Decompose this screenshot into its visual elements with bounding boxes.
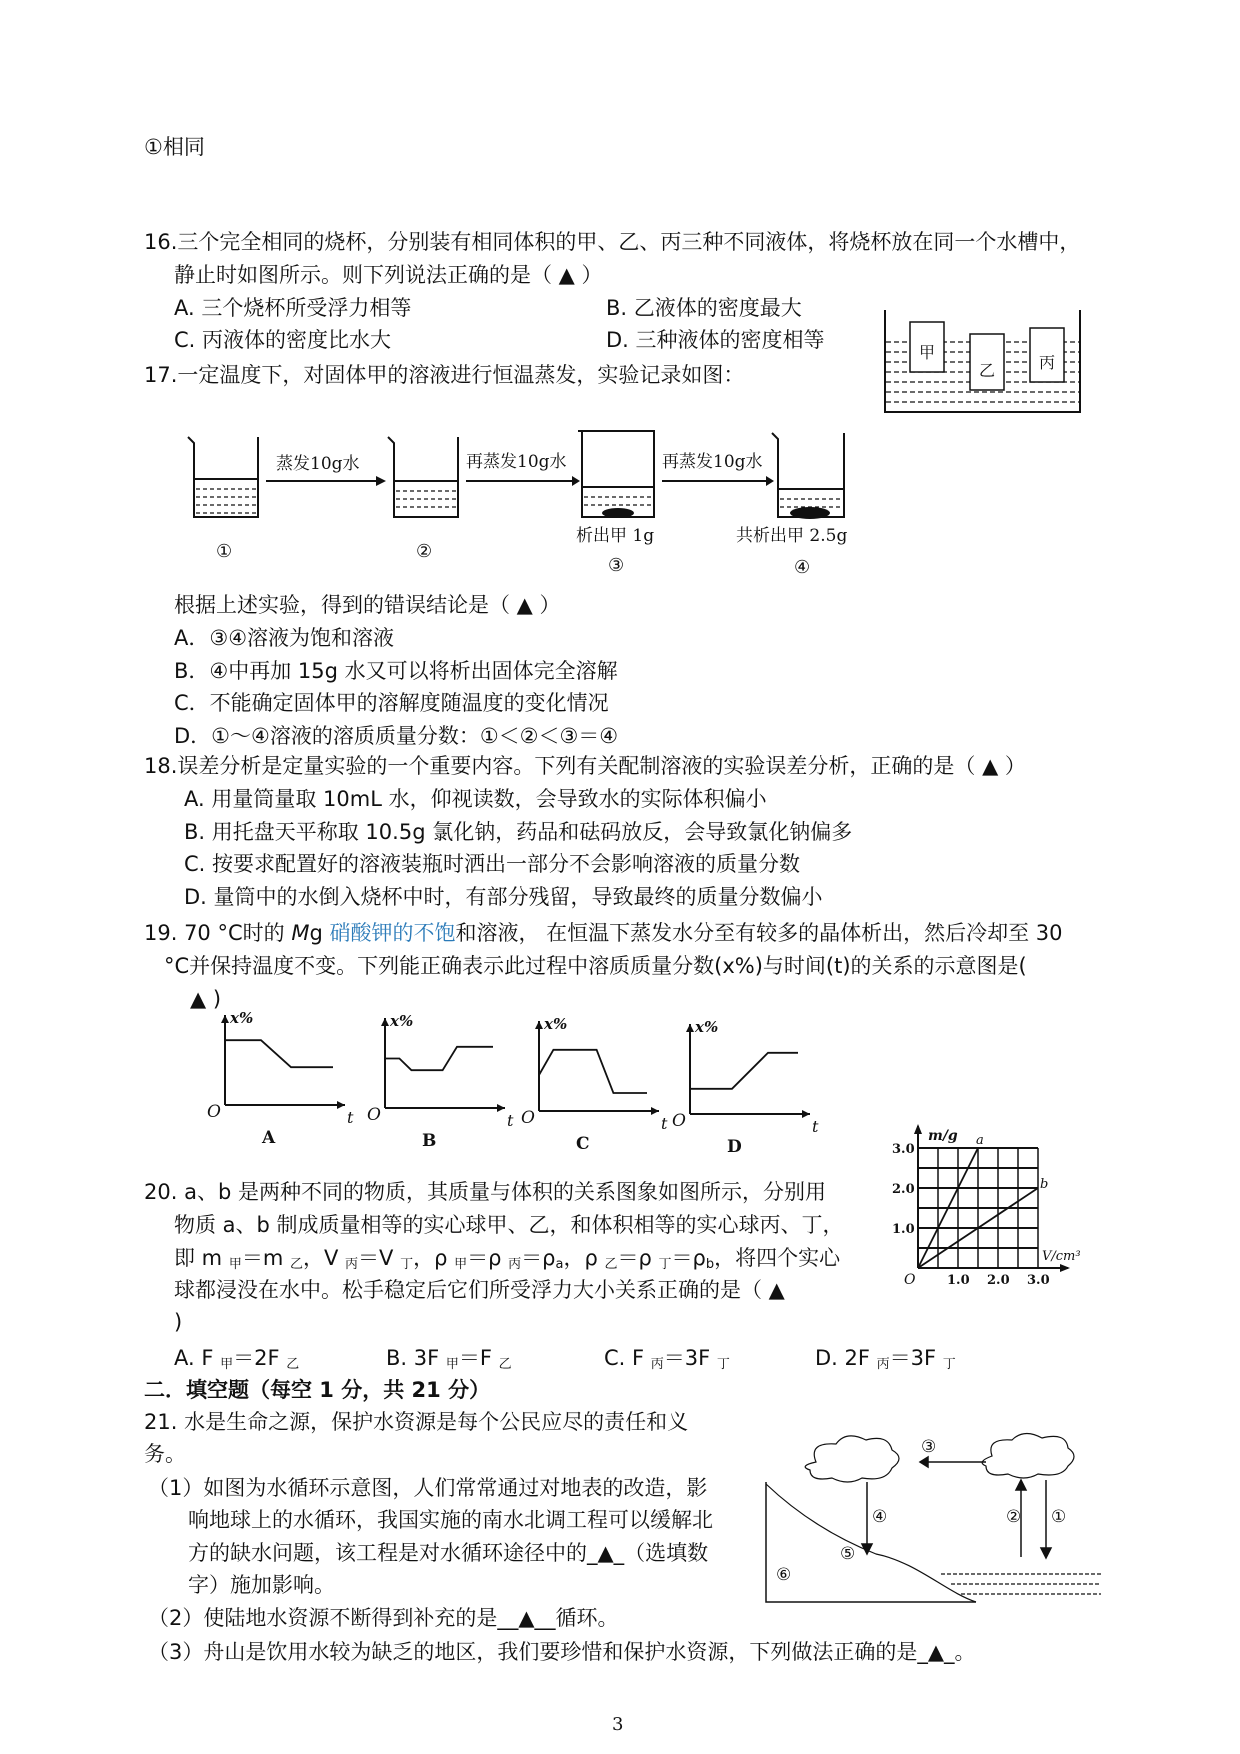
q21-part1-3: 方的缺水问题，该工程是对水循环途径中的_▲_（选填数 [188, 1541, 709, 1565]
q19-stem [144, 918, 1063, 948]
text-segment: ＝2F [233, 1346, 287, 1370]
y-axis-arrow [221, 1015, 229, 1023]
beaker-number-1: ① [216, 541, 233, 562]
graph-C-curve [539, 1050, 647, 1093]
q20-option-d [815, 1343, 956, 1380]
x-axis-label: t [347, 1108, 354, 1127]
x-tick-label: 2.0 [987, 1273, 1010, 1288]
q16-beakers-figure [884, 308, 1084, 416]
beaker-label-jia: 甲 [919, 343, 936, 362]
q17-option-c: C．不能确定固体甲的溶解度随温度的变化情况 [174, 691, 609, 715]
q17-option-b: B．④中再加 15g 水又可以将析出固体完全溶解 [174, 659, 618, 683]
text-segment: ＝ρ [467, 1246, 509, 1270]
x-axis-label: t [507, 1111, 514, 1130]
precipitate-label-3: 析出甲 1g [576, 526, 655, 546]
q18-option-a: A. 用量筒量取 10mL 水，仰视读数，会导致水的实际体积偏小 [184, 787, 767, 811]
q19-text-cont: 和溶液， 在恒温下蒸发水分至有较多的晶体析出，然后冷却至 30 [455, 921, 1063, 945]
y-axis-label: m/g [928, 1128, 958, 1144]
origin-label: O [672, 1111, 686, 1131]
cycle-step-2: ② [1006, 1507, 1022, 1527]
subscript: 丁 [400, 1257, 414, 1272]
precipitate-2-5g [790, 507, 830, 519]
q18-stem: 18.误差分析是定量实验的一个重要内容。下列有关配制溶液的实验误差分析，正确的是（ ▲ ） [144, 754, 1026, 778]
q16-option-d: D. 三种液体的密度相等 [606, 328, 825, 352]
origin-label: O [367, 1105, 381, 1125]
graph-label-B: B [422, 1131, 437, 1151]
x-axis-arrow [1060, 1264, 1070, 1272]
q17-option-a: A．③④溶液为饱和溶液 [174, 626, 395, 650]
q17-stem: 17.一定温度下，对固体甲的溶液进行恒温蒸发，实验记录如图： [144, 363, 745, 387]
subscript: b [705, 1257, 715, 1272]
page-number: 3 [612, 1714, 624, 1735]
y-axis-arrow [381, 1018, 389, 1026]
text-segment: ＝ρ [521, 1246, 556, 1270]
text-segment: ＝3F [889, 1346, 943, 1370]
subscript: 丁 [658, 1257, 672, 1272]
cycle-step-4: ④ [872, 1507, 888, 1527]
q21-part1-4: 字）施加影响。 [188, 1573, 335, 1597]
q19-stem-cont: °C并保持温度不变。下列能正确表示此过程中溶质质量分数(x%)与时间(t)的关系的示意图是( [164, 954, 1027, 978]
text-segment: 即 m [174, 1246, 229, 1270]
origin-label: O [207, 1102, 221, 1122]
q21-part1: （1）如图为水循环示意图，人们常常通过对地表的改造，影 [148, 1476, 708, 1500]
subscript: 丁 [942, 1357, 956, 1372]
q21-part1-2: 响地球上的水循环，我国实施的南水北调工程可以缓解北 [188, 1508, 713, 1532]
subscript: 丙 [876, 1357, 890, 1372]
cycle-step-5: ⑤ [840, 1544, 856, 1564]
cycle-step-1: ① [1051, 1507, 1067, 1527]
x-axis-arrow [802, 1110, 810, 1118]
step-label-3: 再蒸发10g水 [662, 452, 763, 472]
q20-stem-4: 球都浸没在水中。松手稳定后它们所受浮力大小关系正确的是（ ▲ [174, 1278, 785, 1302]
q20-stem: 20. a、b 是两种不同的物质，其质量与体积的关系图象如图所示，分别用 [144, 1180, 826, 1204]
x-tick-label: 1.0 [947, 1273, 970, 1288]
q20-mass-volume-graph [888, 1128, 1103, 1296]
q19-text-unit: g [309, 921, 330, 945]
text-segment: ＝ρ [671, 1246, 706, 1270]
x-axis-arrow [337, 1101, 345, 1109]
subscript: 丙 [650, 1357, 664, 1372]
beaker-label-bing: 丙 [1039, 353, 1056, 372]
q17-question: 根据上述实验，得到的错误结论是（ ▲ ） [174, 593, 561, 617]
q16-option-c: C. 丙液体的密度比水大 [174, 328, 392, 352]
beaker-label-yi: 乙 [979, 361, 996, 380]
q16-option-b: B. 乙液体的密度最大 [606, 296, 802, 320]
q19-highlight-link[interactable]: 硝酸钾的不饱 [329, 921, 456, 945]
x-axis-label: t [661, 1114, 668, 1133]
q21-part2: （2）使陆地水资源不断得到补充的是__▲__循环。 [148, 1606, 619, 1630]
q18-option-d: D. 量筒中的水倒入烧杯中时，有部分残留，导致最终的质量分数偏小 [184, 885, 823, 909]
subscript: 甲 [228, 1257, 242, 1272]
q16-option-a: A. 三个烧杯所受浮力相等 [174, 296, 412, 320]
text-segment: ＝m [241, 1246, 290, 1270]
y-axis-label: x% [230, 1009, 254, 1027]
subscript: a [555, 1257, 564, 1272]
x-axis-arrow [651, 1107, 659, 1115]
q16-stem-cont: 静止时如图所示。则下列说法正确的是（ ▲ ） [174, 263, 603, 287]
graph-B-curve [385, 1047, 493, 1070]
subscript: 甲 [454, 1257, 468, 1272]
text-segment: ＝V [358, 1246, 401, 1270]
text-segment: ＝ρ [617, 1246, 659, 1270]
graph-label-A: A [262, 1128, 276, 1148]
y-tick-label: 2.0 [892, 1182, 915, 1197]
q20-option-c [604, 1343, 730, 1380]
text-segment: ，ρ [563, 1246, 605, 1270]
subscript: 甲 [220, 1357, 234, 1372]
cloud-right [982, 1433, 1074, 1478]
subscript: 乙 [604, 1257, 618, 1272]
y-axis-arrow [686, 1024, 694, 1032]
text-segment: C. F [604, 1346, 651, 1370]
q21-part3: （3）舟山是饮用水较为缺乏的地区，我们要珍惜和保护水资源，下列做法正确的是_▲_。 [148, 1640, 976, 1664]
q20-stem-2: 物质 a、b 制成质量相等的实心球甲、乙，和体积相等的实心球丙、丁， [174, 1213, 844, 1237]
y-axis-label: x% [544, 1015, 568, 1033]
graph-A-curve [225, 1040, 333, 1067]
text-segment: ＝3F [663, 1346, 717, 1370]
text-segment: ，ρ [413, 1246, 455, 1270]
q21-stem-2: 务。 [144, 1442, 186, 1466]
x-axis-label: V/cm³ [1042, 1249, 1081, 1264]
y-tick-label: 3.0 [892, 1142, 915, 1157]
q19-graphs [180, 1005, 860, 1165]
q18-option-b: B. 用托盘天平称取 10.5g 氯化钠，药品和砝码放反，会导致氯化钠偏多 [184, 820, 853, 844]
x-axis-arrow [497, 1104, 505, 1112]
subscript: 丙 [508, 1257, 522, 1272]
x-tick-label: 3.0 [1027, 1273, 1050, 1288]
text-segment: ，V [302, 1246, 346, 1270]
text-segment: ，将四个实心 [714, 1246, 841, 1270]
graph-D-curve [690, 1053, 798, 1089]
y-axis-arrow [914, 1124, 922, 1134]
q19-answer-mark: ▲ ) [190, 987, 222, 1011]
cycle-step-3: ③ [921, 1437, 937, 1457]
subscript: 丁 [716, 1357, 730, 1372]
y-axis-arrow [535, 1021, 543, 1029]
subscript: 乙 [289, 1257, 303, 1272]
line-a-label: a [976, 1133, 984, 1148]
text-segment: ＝F [458, 1346, 499, 1370]
x-axis-label: t [812, 1117, 819, 1136]
previous-answer-fragment: ①相同 [144, 135, 205, 159]
origin-label: O [521, 1108, 535, 1128]
q17-evaporation-figure [180, 425, 900, 585]
origin-label: O [904, 1272, 916, 1288]
cycle-step-6: ⑥ [776, 1565, 792, 1585]
subscript: 乙 [498, 1357, 512, 1372]
graph-label-C: C [576, 1134, 590, 1154]
text-segment: B. 3F [386, 1346, 446, 1370]
text-segment: A. F [174, 1346, 221, 1370]
cloud-left [805, 1436, 899, 1482]
line-b-label: b [1040, 1177, 1049, 1192]
q20-stem-5: ) [174, 1310, 183, 1334]
q19-text: 19. 70 °C时的 [144, 921, 292, 945]
precipitate-1g [602, 508, 634, 518]
water-cycle-figure [766, 1432, 1106, 1602]
y-axis-label: x% [390, 1012, 414, 1030]
step-label-1: 蒸发10g水 [276, 454, 360, 474]
q16-stem: 16.三个完全相同的烧杯，分别装有相同体积的甲、乙、丙三种不同液体，将烧杯放在同一个水槽中， [144, 230, 1081, 254]
beaker-number-3: ③ [608, 555, 625, 576]
y-axis-label: x% [695, 1018, 719, 1036]
text-segment: D. 2F [815, 1346, 877, 1370]
y-tick-label: 1.0 [892, 1222, 915, 1237]
precipitate-label-4: 共析出甲 2.5g [736, 526, 848, 546]
step-label-2: 再蒸发10g水 [466, 452, 567, 472]
graph-label-D: D [727, 1137, 742, 1157]
q18-option-c: C. 按要求配置好的溶液装瓶时洒出一部分不会影响溶液的质量分数 [184, 852, 801, 876]
beaker-number-2: ② [416, 541, 433, 562]
q21-stem: 21. 水是生命之源，保护水资源是每个公民应尽的责任和义 [144, 1410, 689, 1434]
subscript: 甲 [445, 1357, 459, 1372]
beaker-number-4: ④ [794, 557, 811, 578]
subscript: 丙 [345, 1257, 359, 1272]
q17-option-d: D．①～④溶液的溶质质量分数：①＜②＜③＝④ [174, 724, 619, 748]
subscript: 乙 [286, 1357, 300, 1372]
q19-mass-symbol: M [291, 921, 310, 945]
section-2-title: 二．填空题（每空 1 分，共 21 分） [144, 1378, 491, 1402]
